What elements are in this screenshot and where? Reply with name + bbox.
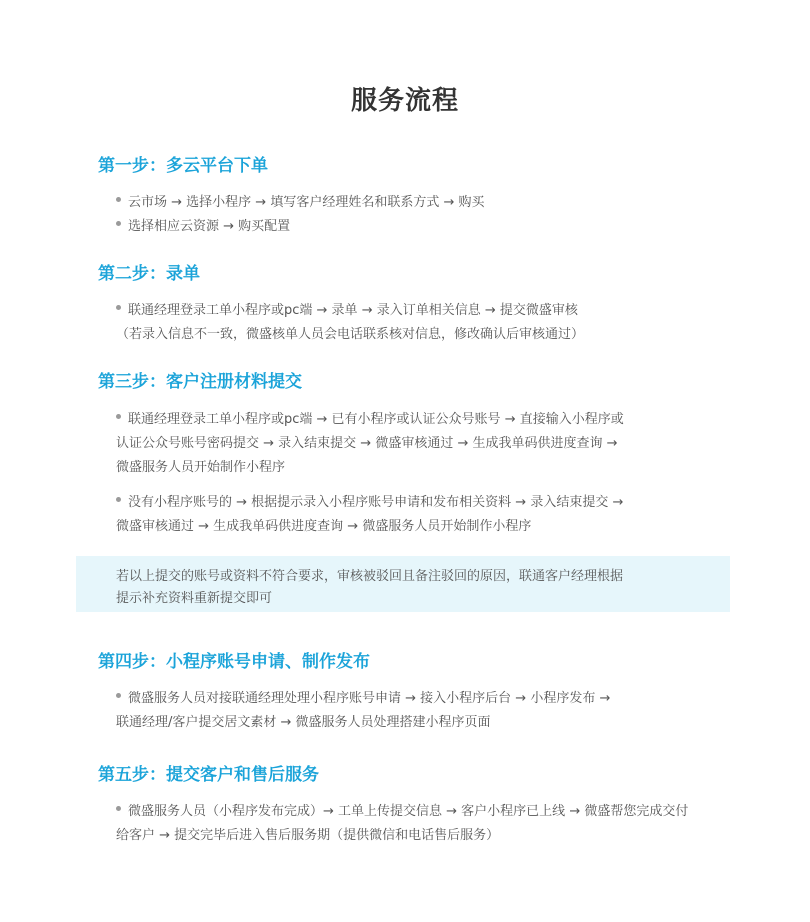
step5-heading: 第五步：提交客户和售后服务: [98, 765, 319, 785]
bullet-icon: [116, 221, 121, 226]
step2-note: （若录入信息不一致，微盛核单人员会电话联系核对信息，修改确认后审核通过）: [116, 327, 585, 342]
step2-bullet-1: 联通经理登录工单小程序或pc端 → 录单 → 录入订单相关信息 → 提交微盛审核: [128, 303, 578, 318]
step3-bullet-2-line-2: 微盛审核通过 → 生成我单码供进度查询 → 微盛服务人员开始制作小程序: [116, 519, 532, 534]
step2-heading: 第二步：录单: [98, 264, 200, 284]
step1-bullet-1: 云市场 → 选择小程序 → 填写客户经理姓名和联系方式 → 购买: [128, 195, 485, 210]
notice-line-1: 若以上提交的账号或资料不符合要求，审核被驳回且备注驳回的原因，联通客户经理根据: [116, 569, 624, 584]
step4-bullet-1-line-1: 微盛服务人员对接联通经理处理小程序账号申请 → 接入小程序后台 → 小程序发布 →: [128, 691, 611, 706]
bullet-icon: [116, 806, 121, 811]
step5-bullet-1-line-2: 给客户 → 提交完毕后进入售后服务期（提供微信和电话售后服务）: [116, 828, 500, 843]
step3-bullet-1-line-1: 联通经理登录工单小程序或pc端 → 已有小程序或认证公众号账号 → 直接输入小程序或: [128, 412, 624, 427]
page-title: 服务流程: [350, 86, 459, 116]
step4-bullet-1-line-2: 联通经理/客户提交居文素材 → 微盛服务人员处理搭建小程序页面: [116, 715, 491, 730]
bullet-icon: [116, 693, 121, 698]
step3-bullet-1-line-3: 微盛服务人员开始制作小程序: [116, 460, 286, 475]
step3-bullet-1-line-2: 认证公众号账号密码提交 → 录入结束提交 → 微盛审核通过 → 生成我单码供进度查询 →: [116, 436, 618, 451]
notice-line-2: 提示补充资料重新提交即可: [116, 591, 273, 606]
bullet-icon: [116, 497, 121, 502]
notice-box: [76, 556, 730, 612]
bullet-icon: [116, 305, 121, 310]
step3-heading: 第三步：客户注册材料提交: [98, 372, 302, 392]
step5-bullet-1-line-1: 微盛服务人员（小程序发布完成）→ 工单上传提交信息 → 客户小程序已上线 → 微盛帮您完成交付: [128, 804, 689, 819]
step3-bullet-2-line-1: 没有小程序账号的 → 根据提示录入小程序账号申请和发布相关资料 → 录入结束提交 →: [128, 495, 624, 510]
step4-heading: 第四步：小程序账号申请、制作发布: [98, 652, 370, 672]
step1-bullet-2: 选择相应云资源 → 购买配置: [128, 219, 291, 234]
bullet-icon: [116, 414, 121, 419]
bullet-icon: [116, 197, 121, 202]
step1-heading: 第一步：多云平台下单: [98, 156, 268, 176]
